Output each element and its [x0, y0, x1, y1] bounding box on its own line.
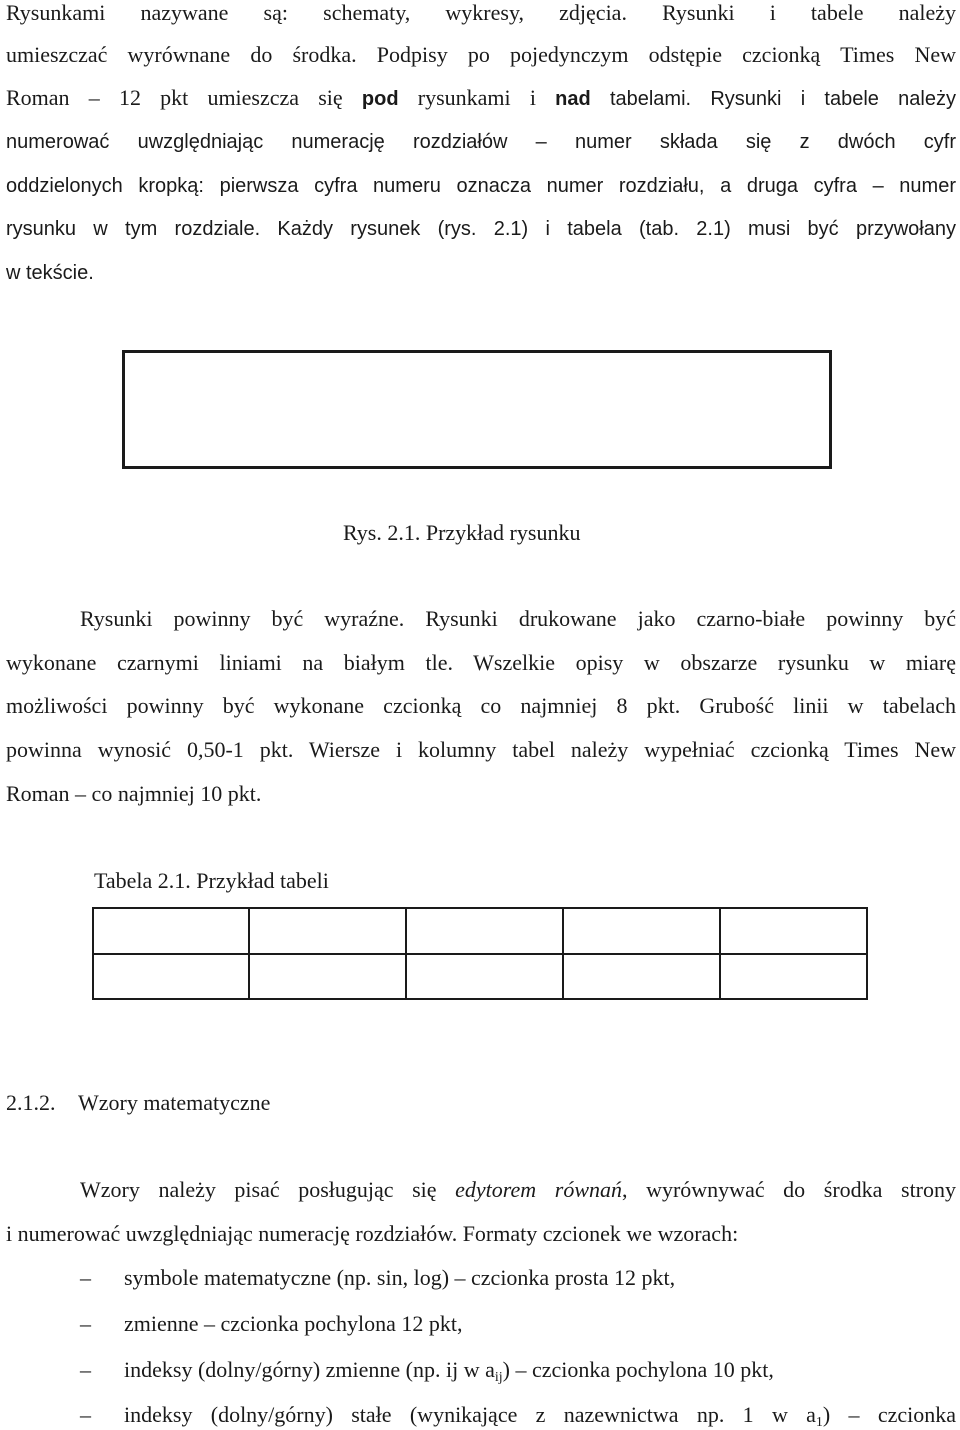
text-fragment: indeksy (dolny/górny) stałe (wynikające z nazewnictwa np. 1 w a — [124, 1402, 816, 1427]
paragraph-2-line-4: powinna wynosić 0,50-1 pkt. Wiersze i kolumny tabel należy wypełniać czcionką Times New — [6, 737, 956, 762]
paragraph-1-line-5: oddzielonych kropką: pierwsza cyfra numeru oznacza numer rozdziału, a druga cyfra – numer — [6, 175, 956, 197]
table-cell — [93, 954, 249, 1000]
table-row — [93, 908, 867, 954]
table-cell — [406, 954, 563, 1000]
bullet-item-4 — [124, 1402, 956, 1428]
table-cell — [249, 954, 406, 1000]
paragraph-2-line-2: wykonane czarnymi liniami na białym tle. Wszelkie opisy w obszarze rysunku w miarę — [6, 650, 956, 675]
text-fragment: Wzory należy pisać posługując się — [80, 1177, 456, 1202]
paragraph-3-line-1 — [80, 1177, 956, 1203]
bullet-item-2: zmienne – czcionka pochylona 12 pkt, — [124, 1311, 463, 1336]
table-cell — [720, 954, 867, 1000]
table-cell — [406, 908, 563, 954]
text-fragment: ) – czcionka pochylona 10 pkt, — [502, 1357, 774, 1382]
paragraph-2-line-3: możliwości powinny być wykonane czcionką co najmniej 8 pkt. Grubość linii w tabelach — [6, 693, 956, 718]
paragraph-2-line-1: Rysunki powinny być wyraźne. Rysunki drukowane jako czarno-białe powinny być — [80, 606, 956, 631]
bullet-dash: – — [80, 1265, 91, 1290]
text-fragment: rysunkami i — [398, 85, 556, 110]
paragraph-1-line-1: Rysunkami nazywane są: schematy, wykresy, zdjęcia. Rysunki i tabele należy — [6, 0, 956, 25]
paragraph-1-line-6: rysunku w tym rozdziale. Każdy rysunek (rys. 2.1) i tabela (tab. 2.1) musi być przywołany — [6, 218, 956, 240]
bold-word-nad: nad — [555, 88, 591, 110]
table-cell — [563, 908, 720, 954]
section-heading — [6, 1090, 270, 1116]
bullet-dash: – — [80, 1402, 91, 1427]
sample-table — [92, 907, 868, 1000]
paragraph-1-line-3 — [6, 85, 956, 111]
figure-caption: Rys. 2.1. Przykład rysunku — [343, 520, 581, 545]
section-title: Wzory matematyczne — [78, 1090, 271, 1115]
text-fragment: ) – czcionka — [822, 1402, 957, 1427]
italic-term: edytorem równań — [455, 1177, 622, 1202]
subscript: ij — [494, 1370, 503, 1385]
table-cell — [93, 908, 249, 954]
paragraph-3-line-2: i numerować uwzględniając numerację rozdziałów. Formaty czcionek we wzorach: — [6, 1221, 739, 1246]
bullet-item-1: symbole matematyczne (np. sin, log) – czcionka prosta 12 pkt, — [124, 1265, 676, 1290]
text-fragment: indeksy (dolny/górny) zmienne (np. ij w a — [124, 1357, 495, 1382]
bold-word-pod: pod — [361, 88, 399, 110]
paragraph-2-line-5: Roman – co najmniej 10 pkt. — [6, 781, 262, 806]
paragraph-1-line-2: umieszczać wyrównane do środka. Podpisy po pojedynczym odstępie czcionką Times New — [6, 42, 956, 67]
table-cell — [249, 908, 406, 954]
section-number: 2.1.2. — [6, 1090, 56, 1115]
table-cell — [563, 954, 720, 1000]
paragraph-1-line-7: w tekście. — [6, 262, 94, 284]
bullet-item-3 — [124, 1357, 774, 1383]
text-fragment: Roman – 12 pkt umieszcza się — [6, 85, 362, 110]
table-row — [93, 954, 867, 1000]
text-fragment: tabelami. Rysunki i tabele należy — [590, 88, 956, 110]
bullet-dash: – — [80, 1357, 91, 1382]
paragraph-1-line-4: numerować uwzględniając numerację rozdziałów – numer składa się z dwóch cyfr — [6, 131, 956, 153]
table-caption: Tabela 2.1. Przykład tabeli — [94, 868, 329, 893]
bullet-dash: – — [80, 1311, 91, 1336]
figure-placeholder — [122, 350, 832, 469]
text-fragment: , wyrównywać do środka strony — [622, 1177, 957, 1202]
table-cell — [720, 908, 867, 954]
subscript: 1 — [815, 1415, 823, 1430]
